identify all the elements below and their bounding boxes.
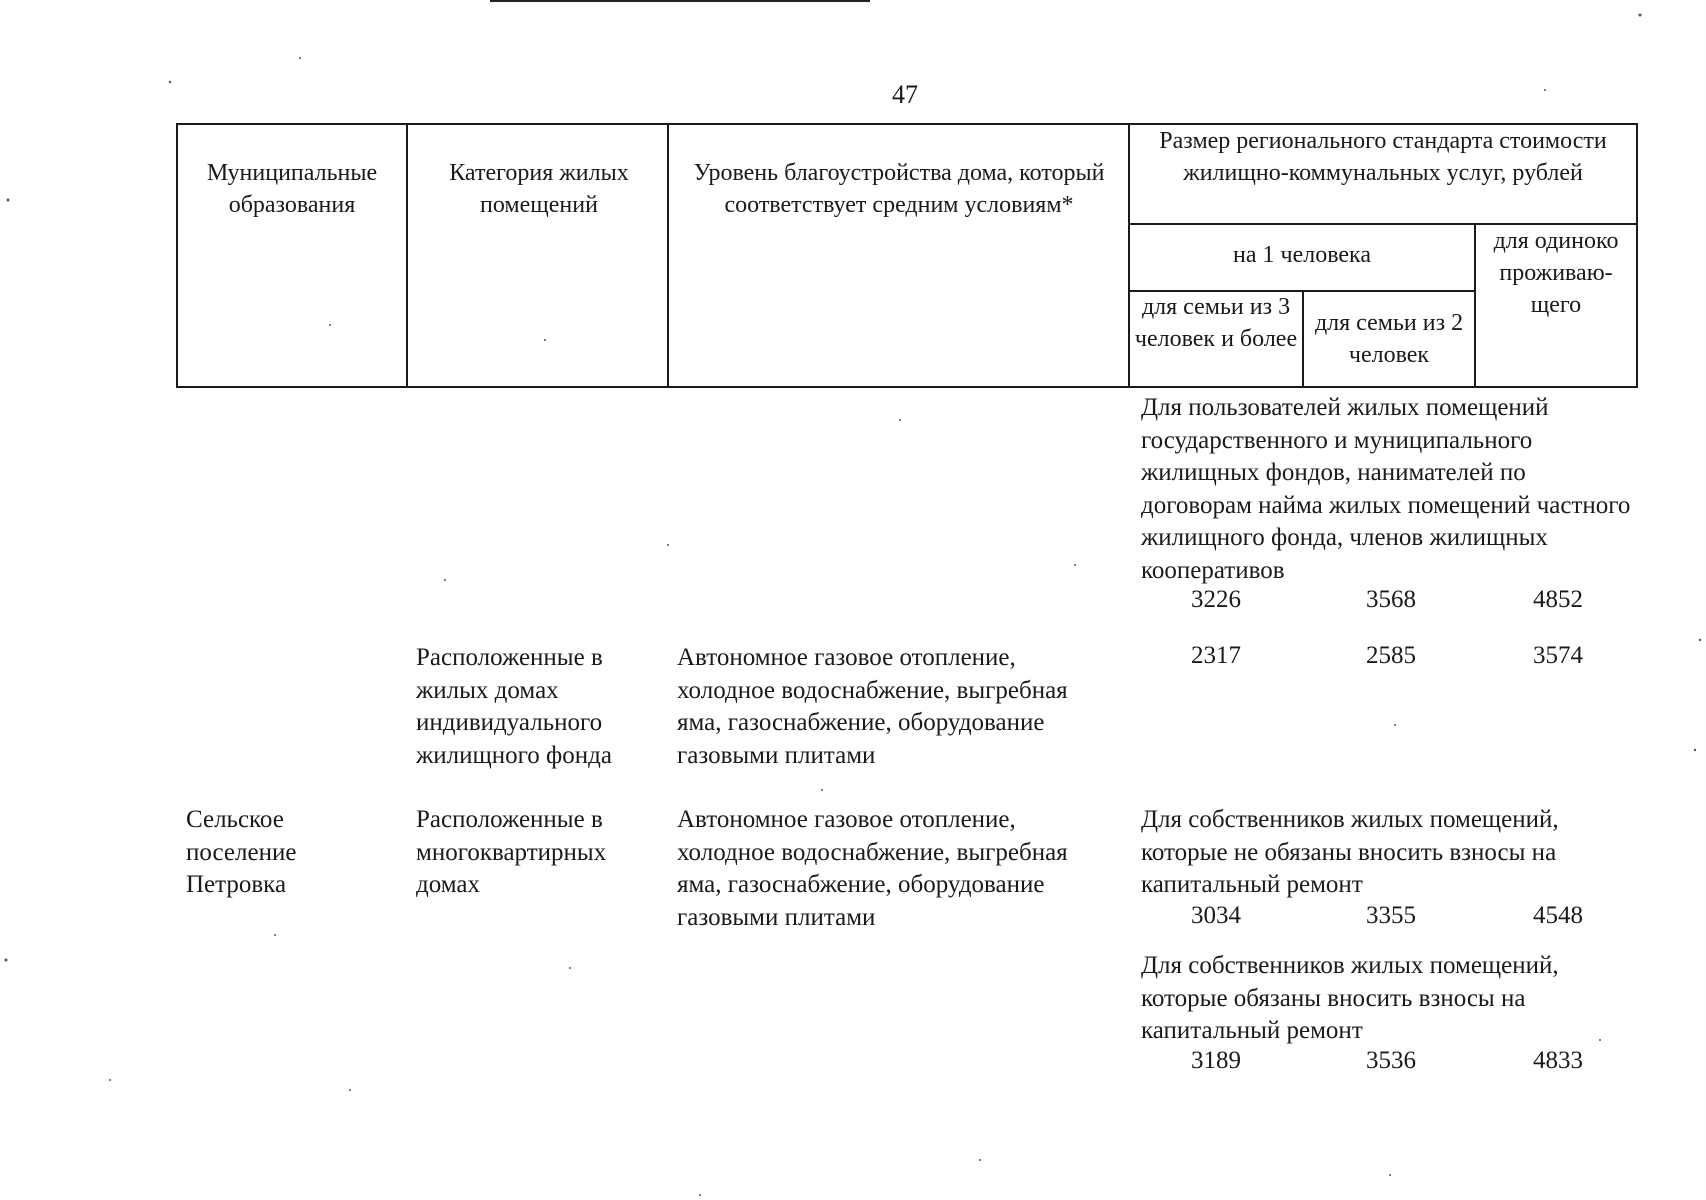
value-single: 4548: [1533, 902, 1583, 929]
header-family-3: для семьи из 3 человек и более: [1134, 294, 1298, 352]
owners-not-obliged-heading: Для собственников жилых помещений, которые не обязаны вносить взносы на капитальный ремонт: [1141, 806, 1559, 898]
header-level: Уровень благоустройства дома, который соответствует средним условиям*: [693, 160, 1105, 218]
row-individual-level: Автономное газовое отопление, холодное водоснабжение, выгребная яма, газоснабжение, оборудование газовыми плитами: [677, 644, 1068, 769]
scan-top-rule: [490, 0, 870, 2]
header-municipal: Муниципальные образования: [206, 160, 378, 218]
owners-obliged-heading: Для собственников жилых помещений, которые обязаны вносить взносы на капитальный ремонт: [1141, 952, 1559, 1044]
row-petrovka-level: Автономное газовое отопление, холодное водоснабжение, выгребная яма, газоснабжение, оборудование газовыми плитами: [677, 806, 1068, 931]
value-family3: 3226: [1191, 586, 1241, 613]
value-family3: 2317: [1191, 642, 1241, 669]
page-number: 47: [892, 80, 918, 109]
row-petrovka-municipality: Сельское поселение Петровка: [186, 806, 297, 898]
value-single: 3574: [1533, 642, 1583, 669]
value-family2: 2585: [1366, 642, 1416, 669]
value-family3: 3189: [1191, 1047, 1241, 1074]
header-divider: [406, 123, 408, 388]
header-standard: Размер регионального стандарта стоимости жилищно-коммунальных услуг, рублей: [1159, 128, 1607, 186]
block1-heading: Для пользователей жилых помещений государственного и муниципального жилищных фондов, нанимателей по договорам найма жилых помещений частного жилищного фонда, членов жилищных кооперативов: [1141, 394, 1631, 584]
header-left-border: [176, 123, 178, 388]
value-family3: 3034: [1191, 902, 1241, 929]
header-family-2: для семьи из 2 человек: [1314, 310, 1464, 368]
header-divider: [667, 123, 669, 388]
header-bottom-border: [176, 386, 1638, 388]
header-single: для одиноко проживаю-щего: [1493, 228, 1619, 318]
row-petrovka-category: Расположенные в многоквартирных домах: [416, 806, 607, 898]
header-right-border: [1636, 123, 1638, 388]
value-family2: 3568: [1366, 586, 1416, 613]
value-single: 4833: [1533, 1047, 1583, 1074]
row-individual-category: Расположенные в жилых домах индивидуального жилищного фонда: [416, 644, 612, 769]
header-divider: [1302, 290, 1304, 388]
table-header: [176, 123, 1638, 388]
value-single: 4852: [1533, 586, 1583, 613]
header-divider: [1474, 223, 1476, 388]
value-family2: 3355: [1366, 902, 1416, 929]
value-family2: 3536: [1366, 1047, 1416, 1074]
header-category: Категория жилых помещений: [449, 160, 629, 218]
header-per-person: на 1 человека: [1233, 242, 1371, 268]
